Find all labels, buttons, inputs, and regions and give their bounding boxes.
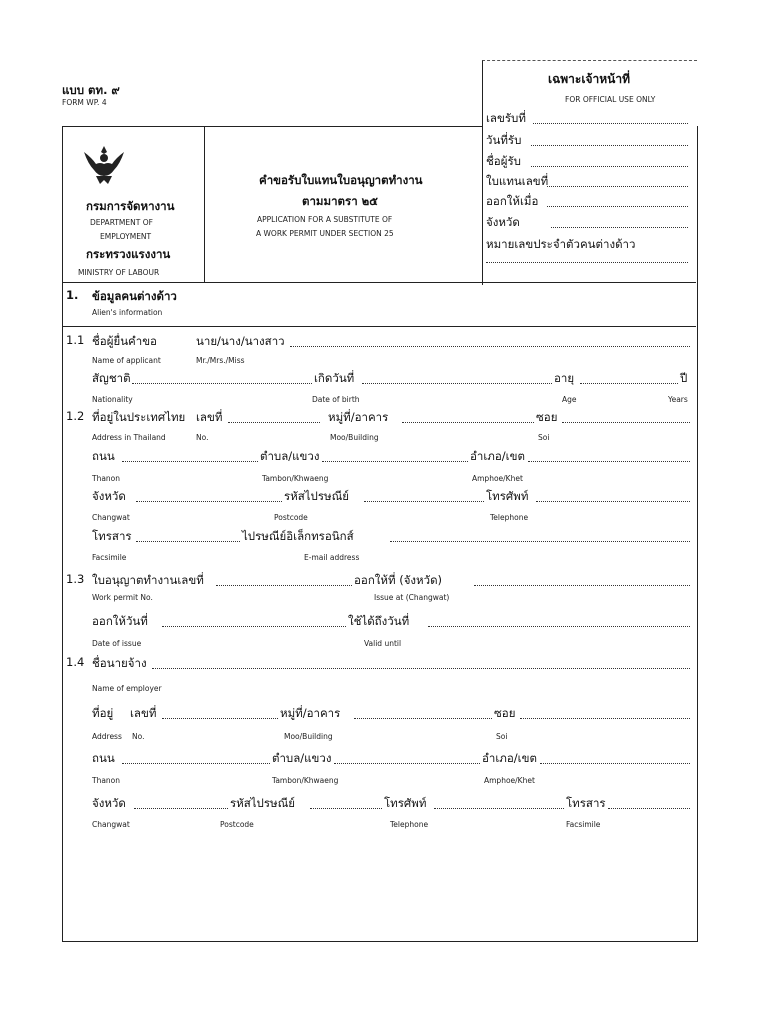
s12-moo-label: หมู่ที่/อาคาร — [328, 410, 389, 424]
s14-employer-en: Name of employer — [92, 684, 162, 693]
soi-field[interactable] — [562, 422, 690, 423]
s11-years-en: Years — [668, 395, 688, 404]
s14-changwat-en: Changwat — [92, 820, 130, 829]
s14-postcode-en: Postcode — [220, 820, 254, 829]
s14-telephone-label: โทรศัพท์ — [384, 796, 427, 810]
s12-changwat-label: จังหวัด — [92, 489, 126, 503]
s14-fax-en: Facsimile — [566, 820, 601, 829]
s12-changwat-en: Changwat — [92, 513, 130, 522]
employer-postcode-field[interactable] — [310, 808, 382, 809]
official-field-receiver: ชื่อผู้รับ — [486, 154, 521, 168]
changwat-field[interactable] — [136, 501, 282, 502]
form-code-english: FORM WP. 4 — [62, 98, 107, 107]
s12-no-en: No. — [196, 433, 209, 442]
s12-soi-label: ซอย — [536, 410, 558, 424]
thanon-field[interactable] — [122, 461, 258, 462]
title-thai-2: ตามมาตรา ๒๕ — [302, 194, 378, 208]
s14-moo-en: Moo/Building — [284, 732, 333, 741]
s12-amphoe-label: อำเภอ/เขต — [470, 449, 525, 463]
amphoe-field[interactable] — [528, 461, 690, 462]
s12-fax-en: Facsimile — [92, 553, 127, 562]
official-field-receipt-no: เลขรับที่ — [486, 111, 526, 125]
s12-thanon-label: ถนน — [92, 449, 115, 463]
employer-tambon-field[interactable] — [334, 763, 480, 764]
s13-issue-at-en: Issue at (Changwat) — [374, 593, 450, 602]
s11-years-label: ปี — [680, 371, 688, 385]
email-field[interactable] — [390, 541, 690, 542]
s14-employer-label: ชื่อนายจ้าง — [92, 656, 147, 670]
title-english-2: A WORK PERMIT UNDER SECTION 25 — [256, 229, 394, 238]
s11-age-label: อายุ — [554, 371, 575, 385]
s13-permit-en: Work permit No. — [92, 593, 153, 602]
s14-soi-label: ซอย — [494, 706, 516, 720]
s12-telephone-label: โทรศัพท์ — [486, 489, 529, 503]
s12-email-en: E-mail address — [304, 553, 360, 562]
tambon-field[interactable] — [322, 461, 468, 462]
s12-no-label: เลขที่ — [196, 410, 223, 424]
s14-number: 1.4 — [66, 655, 85, 669]
applicant-name-field[interactable] — [290, 346, 690, 347]
s13-issue-at-label: ออกให้ที่ (จังหวัด) — [354, 573, 443, 587]
official-field-alien-id: หมายเลขประจำตัวคนต่างด้าว — [486, 237, 636, 251]
s14-changwat-label: จังหวัด — [92, 796, 126, 810]
s13-valid-label: ใช้ได้ถึงวันที่ — [348, 614, 410, 628]
fax-field[interactable] — [136, 541, 240, 542]
s12-number: 1.2 — [66, 409, 85, 423]
s12-email-label: ไปรษณีย์อิเล็กทรอนิกส์ — [242, 529, 354, 543]
s11-number: 1.1 — [66, 333, 85, 347]
department-english-1: DEPARTMENT OF — [90, 218, 153, 227]
age-field[interactable] — [580, 383, 678, 384]
department-english-2: EMPLOYMENT — [100, 232, 152, 241]
dob-field[interactable] — [362, 383, 552, 384]
s12-address-en: Address in Thailand — [92, 433, 166, 442]
postcode-field[interactable] — [364, 501, 484, 502]
issue-date-field[interactable] — [162, 626, 346, 627]
s14-no-label: เลขที่ — [130, 706, 157, 720]
s14-tambon-label: ตำบล/แขวง — [272, 751, 332, 765]
s12-tambon-label: ตำบล/แขวง — [260, 449, 320, 463]
s14-thanon-en: Thanon — [92, 776, 121, 785]
s12-telephone-en: Telephone — [490, 513, 529, 522]
ministry-thai: กระทรวงแรงงาน — [86, 247, 171, 261]
employer-changwat-field[interactable] — [134, 808, 228, 809]
s11-title-label: นาย/นาง/นางสาว — [196, 334, 285, 348]
s13-permit-label: ใบอนุญาตทำงานเลขที่ — [92, 573, 204, 587]
permit-no-field[interactable] — [216, 585, 352, 586]
s12-postcode-en: Postcode — [274, 513, 308, 522]
s12-moo-en: Moo/Building — [330, 433, 379, 442]
s12-fax-label: โทรสาร — [92, 529, 132, 543]
official-field-province: จังหวัด — [486, 215, 520, 229]
employer-no-field[interactable] — [162, 718, 278, 719]
section-1-subtitle: Alien's information — [92, 308, 163, 317]
s12-postcode-label: รหัสไปรษณีย์ — [284, 489, 350, 503]
s11-nationality-en: Nationality — [92, 395, 133, 404]
s14-fax-label: โทรสาร — [566, 796, 606, 810]
nationality-field[interactable] — [132, 383, 312, 384]
s13-date-en: Date of issue — [92, 639, 142, 648]
section-1-number: 1. — [66, 288, 79, 302]
s12-amphoe-en: Amphoe/Khet — [472, 474, 523, 483]
s11-nationality-label: สัญชาติ — [92, 371, 131, 385]
title-english-1: APPLICATION FOR A SUBSTITUTE OF — [257, 215, 393, 224]
official-title: เฉพาะเจ้าหน้าที่ — [548, 72, 631, 86]
valid-until-field[interactable] — [428, 626, 690, 627]
ministry-english: MINISTRY OF LABOUR — [78, 268, 160, 277]
s14-soi-en: Soi — [496, 732, 508, 741]
section-1-title: ข้อมูลคนต่างด้าว — [92, 289, 177, 303]
official-subtitle: FOR OFFICIAL USE ONLY — [565, 95, 656, 104]
s11-age-en: Age — [562, 395, 577, 404]
s11-dob-label: เกิดวันที่ — [314, 371, 355, 385]
employer-amphoe-field[interactable] — [540, 763, 690, 764]
address-no-field[interactable] — [228, 422, 320, 423]
issue-at-field[interactable] — [474, 585, 690, 586]
s14-address-label: ที่อยู่ — [92, 706, 114, 720]
official-field-issued-on: ออกให้เมื่อ — [486, 194, 539, 208]
employer-telephone-field[interactable] — [434, 808, 564, 809]
s11-applicant-name-en: Name of applicant — [92, 356, 161, 365]
s14-no-en: No. — [132, 732, 145, 741]
official-field-substitute-no: ใบแทนเลขที่ — [486, 174, 549, 188]
garuda-emblem-icon — [82, 142, 126, 186]
employer-name-field[interactable] — [152, 668, 690, 669]
official-field-receipt-date: วันที่รับ — [486, 133, 522, 147]
s14-tambon-en: Tambon/Khwaeng — [272, 776, 339, 785]
s12-soi-en: Soi — [538, 433, 550, 442]
employer-thanon-field[interactable] — [122, 763, 270, 764]
employer-soi-field[interactable] — [520, 718, 690, 719]
s14-moo-label: หมู่ที่/อาคาร — [280, 706, 341, 720]
s14-thanon-label: ถนน — [92, 751, 115, 765]
s13-date-label: ออกให้วันที่ — [92, 614, 148, 628]
s14-amphoe-en: Amphoe/Khet — [484, 776, 535, 785]
s11-title-en: Mr./Mrs./Miss — [196, 356, 245, 365]
moo-field[interactable] — [402, 422, 534, 423]
s14-address-en: Address — [92, 732, 122, 741]
s13-number: 1.3 — [66, 572, 85, 586]
title-thai-1: คำขอรับใบแทนใบอนุญาตทำงาน — [259, 173, 423, 187]
s11-dob-en: Date of birth — [312, 395, 360, 404]
s14-postcode-label: รหัสไปรษณีย์ — [230, 796, 296, 810]
s12-thanon-en: Thanon — [92, 474, 121, 483]
telephone-field[interactable] — [536, 501, 690, 502]
s12-tambon-en: Tambon/Khwaeng — [262, 474, 329, 483]
s11-applicant-name-label: ชื่อผู้ยื่นคำขอ — [92, 334, 157, 348]
department-thai: กรมการจัดหางาน — [86, 199, 175, 213]
s13-valid-en: Valid until — [364, 639, 402, 648]
s14-telephone-en: Telephone — [390, 820, 429, 829]
employer-fax-field[interactable] — [608, 808, 690, 809]
employer-moo-field[interactable] — [354, 718, 492, 719]
form-code-thai: แบบ ตท. ๙ — [62, 83, 120, 97]
s12-address-label: ที่อยู่ในประเทศไทย — [92, 410, 186, 424]
s14-amphoe-label: อำเภอ/เขต — [482, 751, 537, 765]
